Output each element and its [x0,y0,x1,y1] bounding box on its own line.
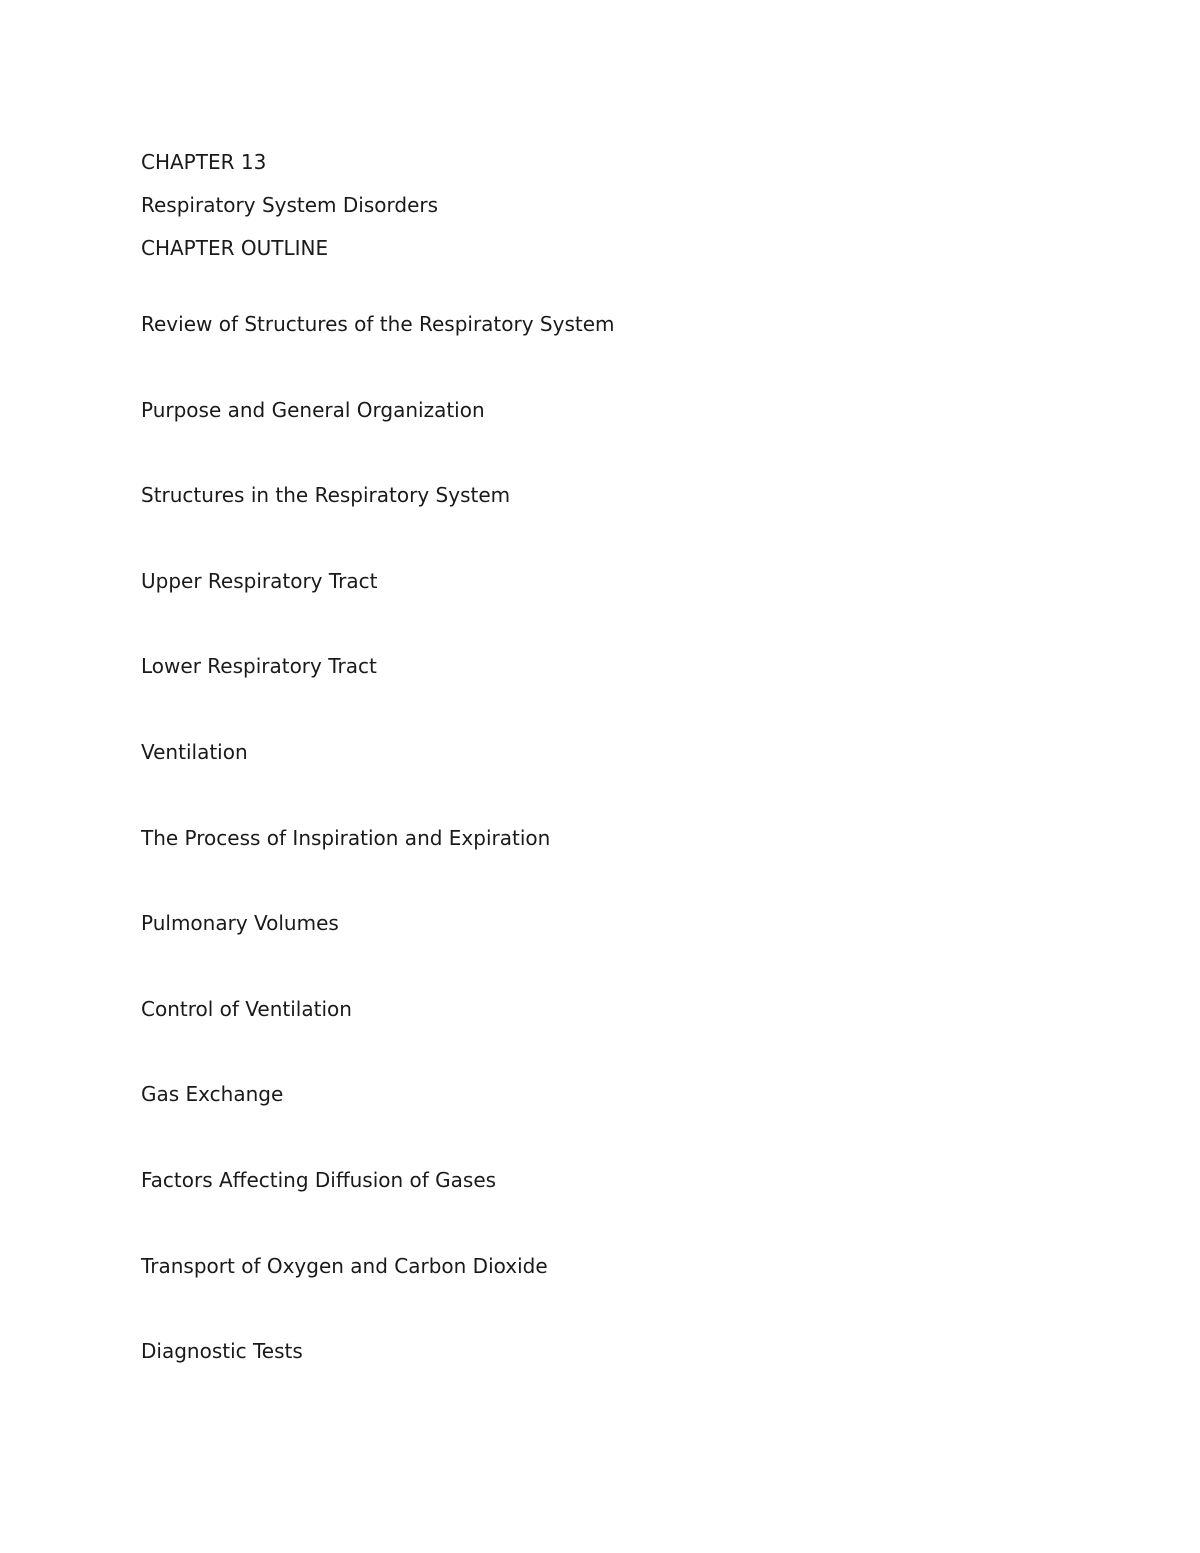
outline-item-lower-respiratory-tract: Lower Respiratory Tract [141,654,377,679]
outline-item-structures-respiratory-system: Structures in the Respiratory System [141,483,511,508]
outline-item-inspiration-expiration: The Process of Inspiration and Expiration [141,825,551,850]
chapter-label: CHAPTER 13 [141,150,267,174]
outline-item-upper-respiratory-tract: Upper Respiratory Tract [141,568,378,593]
outline-item-diffusion-factors: Factors Affecting Diffusion of Gases [141,1167,497,1192]
outline-item-review-structures: Review of Structures of the Respiratory System [141,312,615,336]
outline-heading: CHAPTER OUTLINE [141,236,329,260]
chapter-outline-list [141,303,615,1416]
chapter-title: Respiratory System Disorders [141,193,439,217]
outline-item-pulmonary-volumes: Pulmonary Volumes [141,911,339,936]
outline-item-control-of-ventilation: Control of Ventilation [141,996,352,1021]
outline-item-diagnostic-tests: Diagnostic Tests [141,1339,303,1364]
outline-item-gas-exchange: Gas Exchange [141,1082,284,1107]
outline-item-purpose-organization: Purpose and General Organization [141,397,485,422]
chapter-header [141,141,438,270]
outline-item-gas-transport: Transport of Oxygen and Carbon Dioxide [141,1253,548,1278]
outline-item-ventilation: Ventilation [141,739,248,764]
